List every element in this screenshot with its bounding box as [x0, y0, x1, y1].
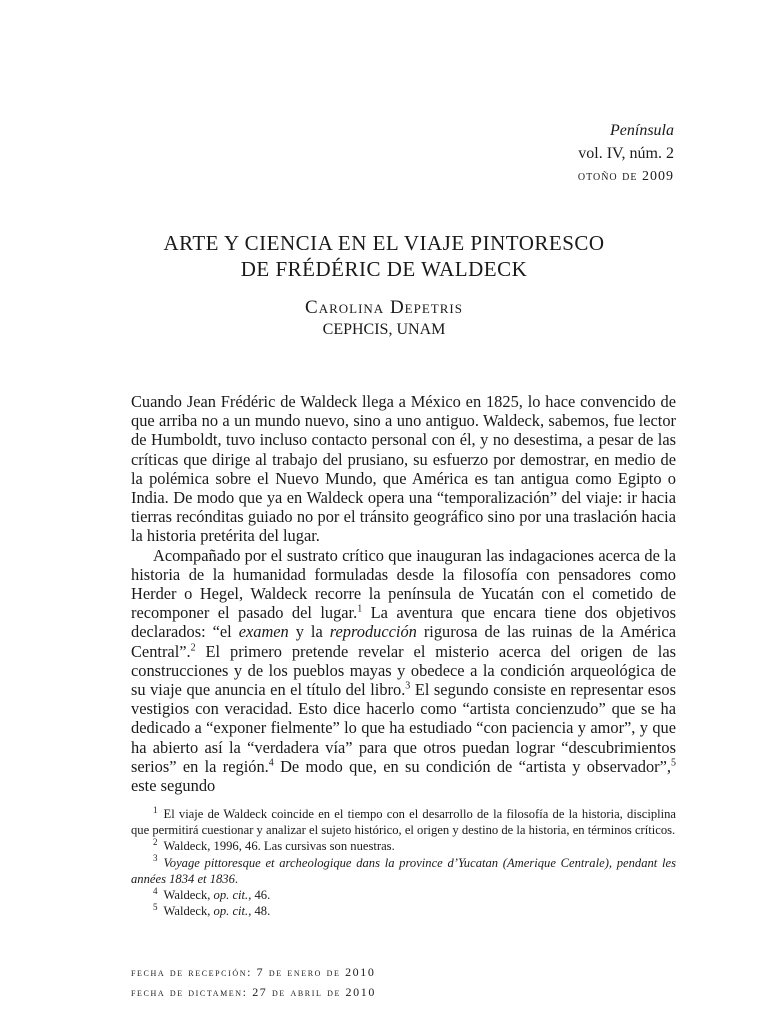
footnote-text: , 46.	[248, 888, 271, 903]
footnote-text: Waldeck,	[163, 904, 214, 919]
footnote-number: 5	[153, 902, 158, 913]
author-name: Carolina Depetris	[305, 297, 463, 318]
footnote-3	[131, 855, 676, 887]
footnote-ref-5: 5	[671, 757, 676, 769]
footnote-text: , 48.	[248, 904, 271, 919]
footnote-text: Waldeck, 1996, 46. Las cursivas son nuestras.	[163, 839, 395, 854]
footnotes	[131, 806, 676, 919]
footnote-text: .	[234, 871, 239, 886]
text-run: Acompañado por el sustrato crítico que inauguran las indagaciones acerca de la historia de la humanidad formuladas desde la filosofía con pensadores como Herder o Hegel, Waldeck recorre la península de Yucatán con el cometido de recomponer el pasado del lugar.	[131, 545, 676, 623]
footnote-1	[131, 806, 676, 838]
footnote-text: El viaje de Waldeck coincide en el tiempo con el desarrollo de la filosofía de la historia, disciplina que permitirá cuestionar y analizar el sujeto histórico, el origen y destino de la historia, en términos críticos.	[131, 807, 676, 838]
text-run: El segundo consiste en representar esos vestigios con veracidad. Esto dice hacerlo como “artista concienzudo” que se ha dedicado a “exponer fielmente” lo que ha estudiado “con paciencia y amor”, y que ha abierto así la “verdadera vía” para que otros puedan lograr “descubrimientos serios” en la región.	[131, 680, 676, 776]
footnote-emphasis: op. cit.	[213, 904, 249, 919]
journal-name: Península	[610, 122, 674, 139]
text-run: este segundo	[131, 776, 216, 796]
footnote-number: 3	[153, 853, 158, 864]
journal-header	[578, 119, 674, 188]
article-title	[0, 230, 768, 282]
footnote-text: Waldeck,	[163, 888, 214, 903]
title-line-1: ARTE Y CIENCIA EN EL VIAJE PINTORESCO	[163, 231, 605, 255]
footnote-ref-1: 1	[357, 603, 363, 615]
emphasis-reproduccion: reproducción	[329, 622, 417, 642]
received-date: fecha de recepción: 7 de enero de 2010	[131, 965, 376, 979]
text-run: y la	[288, 622, 330, 642]
title-line-2: DE FRÉDÉRIC DE WALDECK	[240, 257, 528, 281]
footnote-5	[131, 903, 676, 919]
emphasis-examen: examen	[238, 622, 289, 642]
footnote-ref-4: 4	[268, 757, 274, 769]
footnote-number: 2	[153, 837, 158, 848]
footnote-4	[131, 887, 676, 903]
footnote-number: 4	[153, 885, 158, 896]
review-date: fecha de dictamen: 27 de abril de 2010	[131, 985, 376, 999]
footnote-ref-3: 3	[405, 680, 411, 692]
author-affiliation: CEPHCIS, UNAM	[322, 321, 446, 338]
author-block	[0, 297, 768, 341]
text-run: La aventura que encara tiene dos objetivos declarados: “el	[131, 603, 677, 642]
footnote-2	[131, 838, 676, 854]
paragraph-1: Cuando Jean Frédéric de Waldeck llega a México en 1825, lo hace convencido de que arriba no a un mundo nuevo, sino a uno antiguo. Waldeck, sabemos, fue lector de Humboldt, tuvo incluso contacto personal con él, y no desestima, a pesar de las críticas que dirige al trabajo del prusiano, su esfuerzo por demostrar, en medio de la polémica sobre el Nuevo Mundo, que América es tan antigua como Egipto o India. De modo que ya en Waldeck opera una “temporalización” del viaje: ir hacia tierras recónditas guiado no por el tránsito geográfico sino por una traslación hacia la historia pretérita del lugar.	[131, 392, 676, 546]
footnote-number: 1	[153, 804, 158, 815]
text-run: De modo que, en su condición de “artista y observador”,	[273, 756, 671, 776]
footnote-ref-2: 2	[190, 642, 196, 654]
footnote-emphasis: op. cit.	[213, 888, 249, 903]
journal-volume: vol. IV, núm. 2	[578, 145, 674, 162]
footnote-book-title: Voyage pittoresque et archeologique dans la province d’Yucatan (Amerique Centrale), pendant les années 1834 et 1836	[131, 855, 676, 886]
text-run: El primero pretende revelar el misterio acerca del origen de las construcciones y de los pueblos mayas y obedece a la condición arqueológica de su viaje que anuncia en el título del libro.	[131, 641, 676, 700]
paragraph-2	[131, 546, 676, 796]
article-body	[131, 392, 676, 795]
journal-season: otoño de 2009	[577, 169, 674, 184]
text-run: rigurosa de las ruinas de la América Central”.	[131, 622, 676, 661]
article-dates	[131, 962, 376, 1002]
